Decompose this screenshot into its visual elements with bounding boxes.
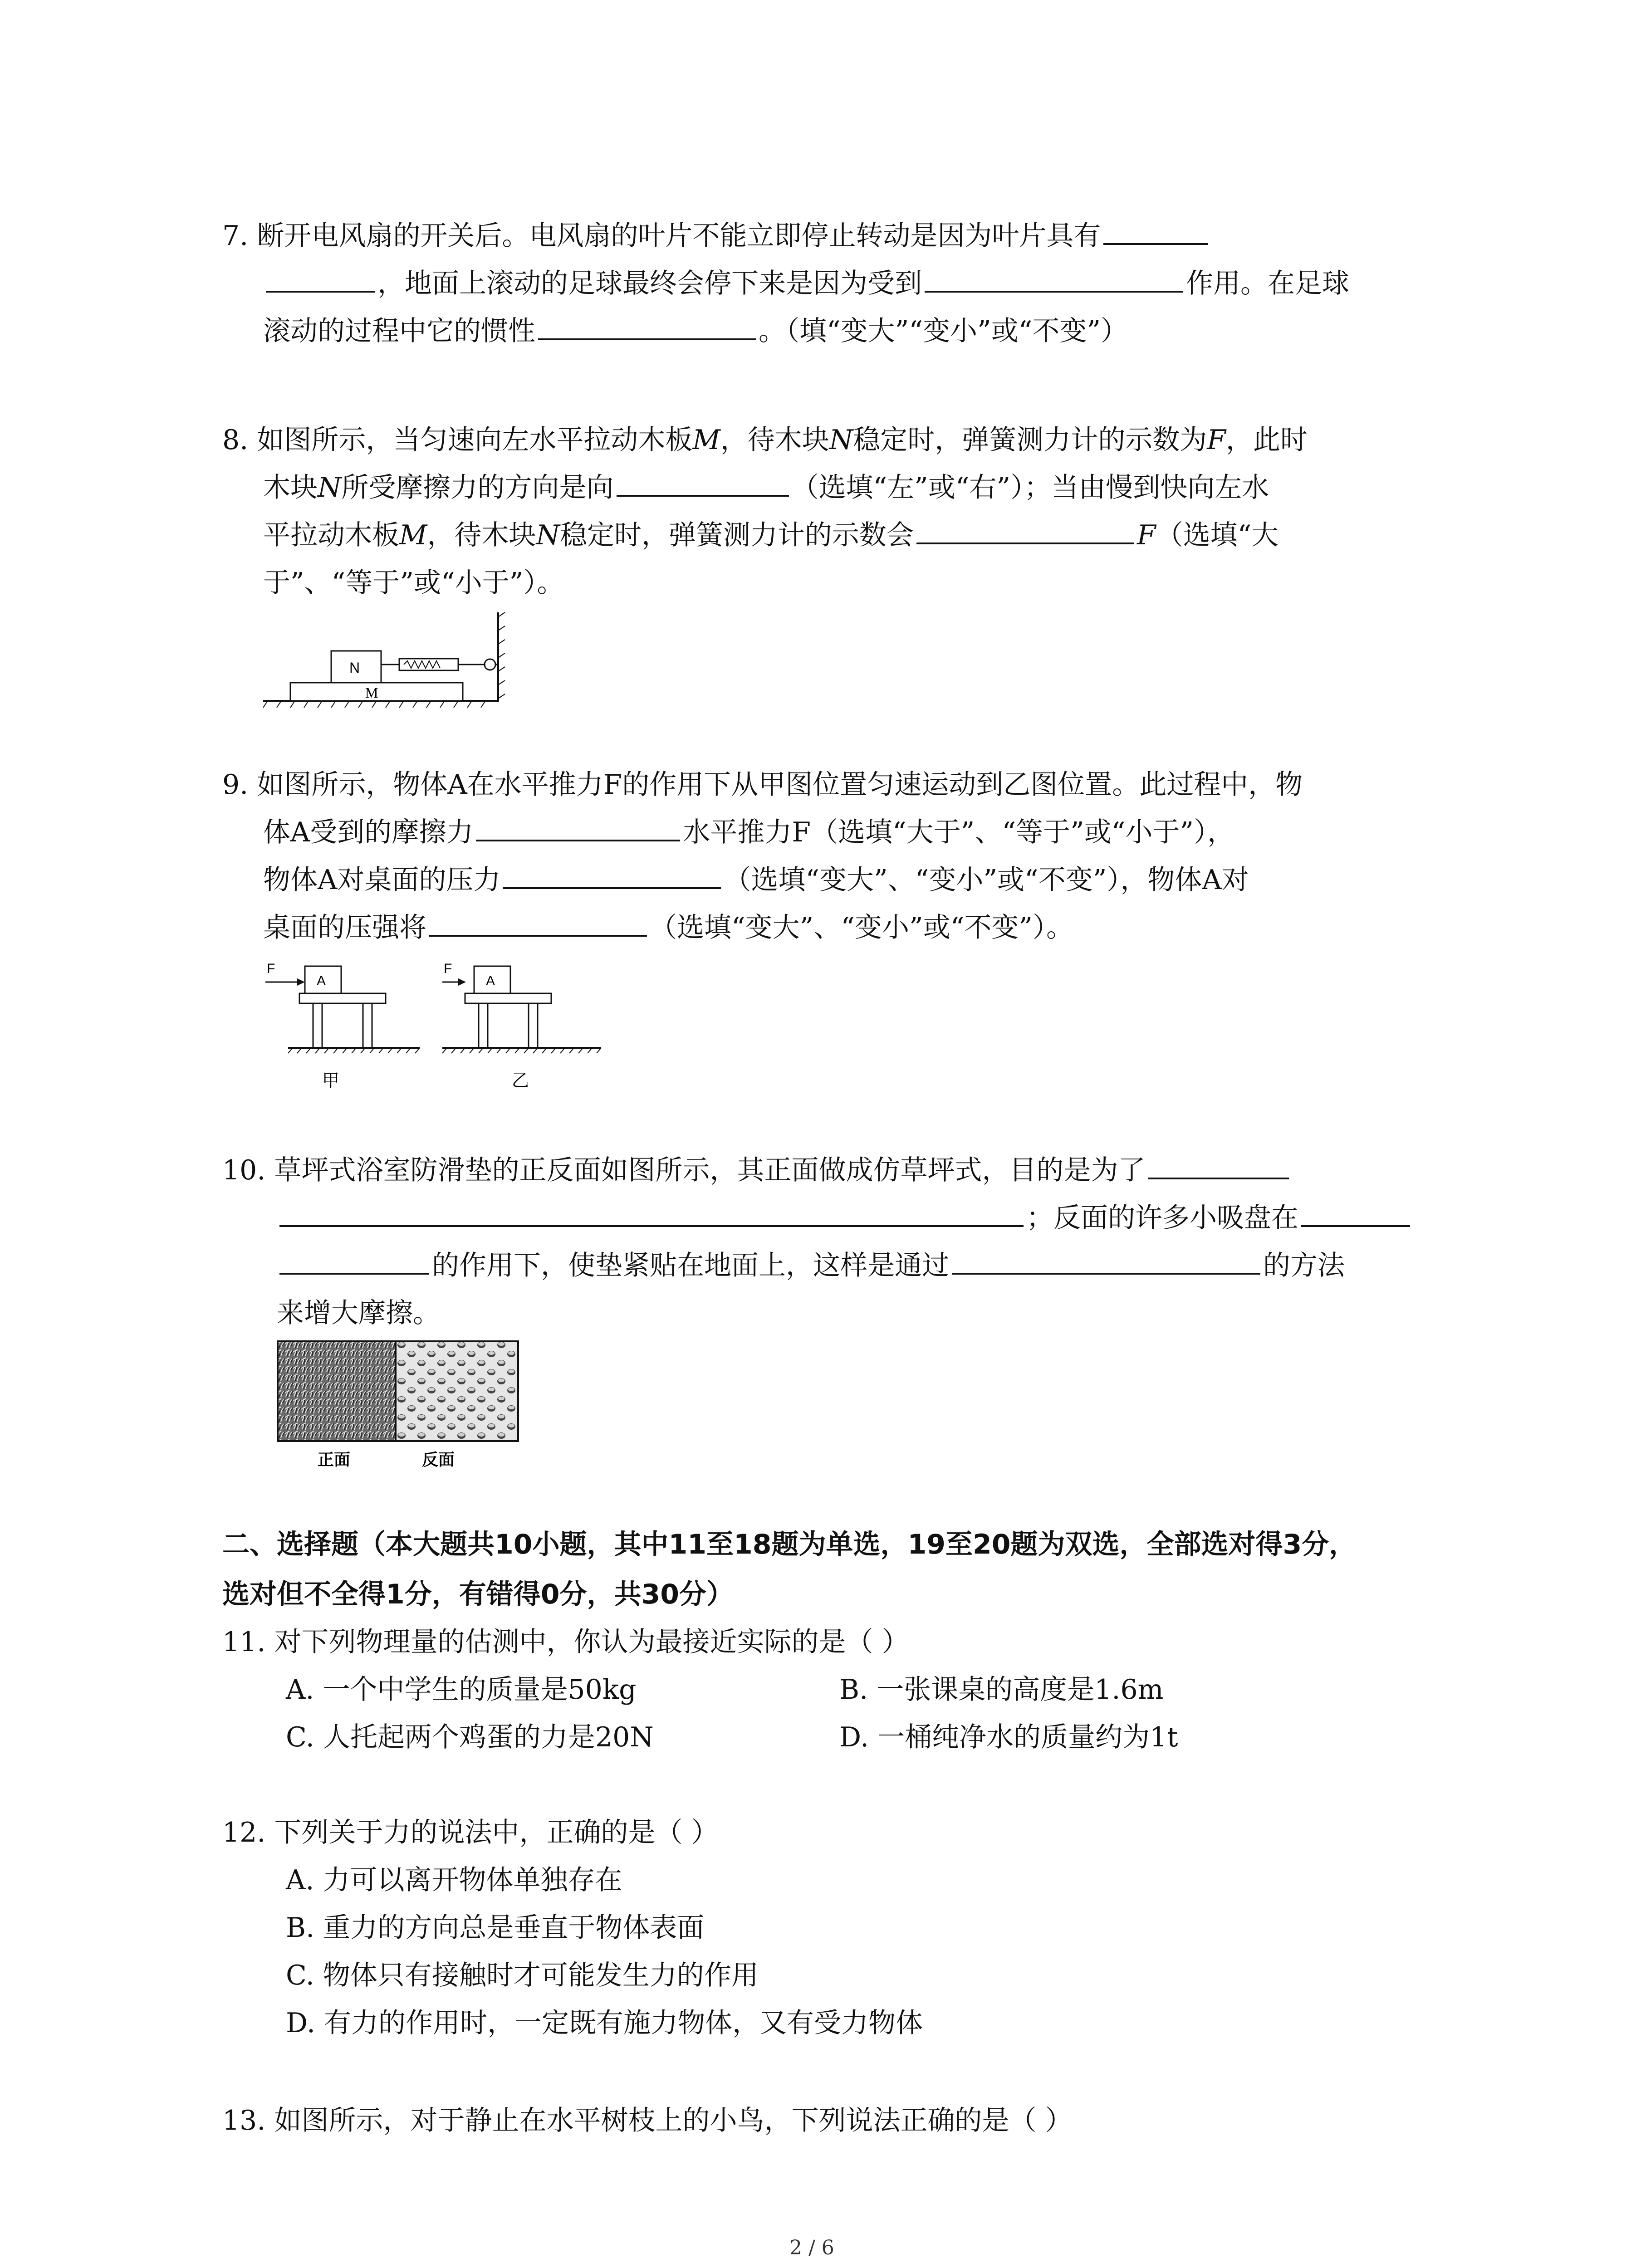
q7-line2: ，地面上滚动的足球最终会停下来是因为受到 作用。在足球	[263, 261, 1349, 306]
table-top-right	[465, 993, 551, 1003]
q7-blank-3[interactable]	[538, 310, 756, 340]
svg-text:A: A	[486, 973, 495, 988]
arrow-icon	[297, 978, 305, 986]
q8-line2: 木块N所受摩擦力的方向是向 （选填“左”或“右”）；当由慢到快向左水	[263, 465, 1269, 510]
q7-blank-2[interactable]	[925, 263, 1183, 293]
arrow-icon	[458, 978, 466, 986]
caption-front: 正面	[318, 1450, 351, 1469]
q10-figure	[277, 1340, 522, 1476]
q9-blank-2[interactable]	[503, 859, 721, 889]
page-number: 2 / 6	[789, 2236, 834, 2259]
board-m-label: M	[365, 684, 378, 701]
q12-stem: 12. 下列关于力的说法中，正确的是（ ）	[222, 1817, 719, 1848]
q7-blank-1-cont[interactable]	[266, 263, 375, 293]
q7-blank-1[interactable]	[1103, 215, 1208, 245]
block-n-label: N	[349, 660, 360, 676]
section2-title-line2: 选对但不全得1分，有错得0分，共30分）	[222, 1579, 734, 1610]
q8-wall-hatch	[498, 612, 505, 699]
q7-text-1: 7. 断开电风扇的开关后。电风扇的叶片不能立即停止转动是因为叶片具有	[222, 220, 1101, 252]
q11-option-d[interactable]: D. 一桶纯净水的质量约为1t	[839, 1721, 1178, 1753]
q9-scene-left	[265, 961, 420, 1090]
caption-back: 反面	[422, 1450, 455, 1469]
q8-ground-hatch	[263, 701, 485, 708]
label-yi: 乙	[512, 1071, 529, 1090]
label-jia: 甲	[322, 1071, 340, 1090]
svg-text:A: A	[317, 973, 326, 988]
q8-line4: 于”、“等于”或“小于”）。	[263, 567, 564, 599]
mat-front-image	[278, 1341, 396, 1441]
q9-line2: 体A受到的摩擦力 水平推力F（选填“大于”、“等于”或“小于”），	[263, 810, 1234, 855]
q13-stem: 13. 如图所示，对于静止在水平树枝上的小鸟，下列说法正确的是（ ）	[222, 2105, 1073, 2136]
q12-option-b[interactable]: B. 重力的方向总是垂直于物体表面	[286, 1912, 705, 1944]
q9-blank-1[interactable]	[476, 811, 680, 841]
q9-blank-3[interactable]	[429, 907, 647, 937]
q11-option-c[interactable]: C. 人托起两个鸡蛋的力是20N	[286, 1721, 654, 1753]
q11-stem: 11. 对下列物理量的估测中，你认为最接近实际的是（ ）	[222, 1626, 909, 1658]
q10-line4: 来增大摩擦。	[277, 1297, 440, 1329]
q10-line3: 的作用下，使垫紧贴在地面上，这样是通过 的方法	[277, 1243, 1345, 1288]
q8-line1: 8. 如图所示，当匀速向左水平拉动木板M，待木块N稳定时，弹簧测力计的示数为F，此时	[222, 424, 1308, 456]
q8-blank-1[interactable]	[617, 467, 789, 497]
q10-blank-1-cont[interactable]	[279, 1197, 1024, 1227]
q10-blank-3[interactable]	[952, 1245, 1260, 1275]
q11-option-b[interactable]: B. 一张课桌的高度是1.6m	[839, 1674, 1164, 1706]
q9-line3: 物体A对桌面的压力 （选填“变大”、“变小”或“不变”），物体A对	[263, 857, 1249, 903]
q12-option-c[interactable]: C. 物体只有接触时才可能发生力的作用	[286, 1960, 759, 1991]
q11-option-a[interactable]: A. 一个中学生的质量是50kg	[286, 1674, 637, 1706]
q10-line2: ；反面的许多小吸盘在	[277, 1195, 1413, 1241]
q9-line4: 桌面的压强将 （选填“变大”、“变小”或“不变”）。	[263, 905, 1073, 950]
q10-blank-1[interactable]	[1148, 1149, 1289, 1179]
q9-line1: 9. 如图所示，物体A在水平推力F的作用下从甲图位置匀速运动到乙图位置。此过程中，物	[222, 769, 1303, 801]
q10-line1: 10. 草坪式浴室防滑垫的正反面如图所示，其正面做成仿草坪式，目的是为了	[222, 1148, 1292, 1193]
section2-title-line1: 二、选择题（本大题共10小题，其中11至18题为单选，19至20题为双选，全部选对得3分，	[222, 1529, 1357, 1560]
table-top-left	[299, 993, 386, 1003]
force-f-left: F	[267, 961, 275, 976]
q9-figure	[263, 957, 617, 1107]
q12-option-d[interactable]: D. 有力的作用时，一定既有施力物体，又有受力物体	[286, 2007, 923, 2039]
q9-scene-right	[442, 961, 601, 1090]
q12-option-a[interactable]: A. 力可以离开物体单独存在	[286, 1864, 622, 1896]
q8-line3: 平拉动木板M，待木块N稳定时，弹簧测力计的示数会 F（选填“大	[263, 513, 1279, 558]
q7-line1	[222, 213, 1210, 259]
q10-blank-2[interactable]	[1301, 1197, 1410, 1227]
mat-back-image	[396, 1341, 518, 1441]
force-f-right: F	[444, 961, 452, 976]
spring-scale	[381, 659, 498, 670]
q8-figure	[263, 608, 535, 717]
q8-blank-2[interactable]	[916, 514, 1134, 544]
q7-line3: 滚动的过程中它的惯性 。（填“变大”“变小”或“不变”）	[263, 308, 1128, 354]
q10-blank-2-cont[interactable]	[279, 1245, 429, 1275]
